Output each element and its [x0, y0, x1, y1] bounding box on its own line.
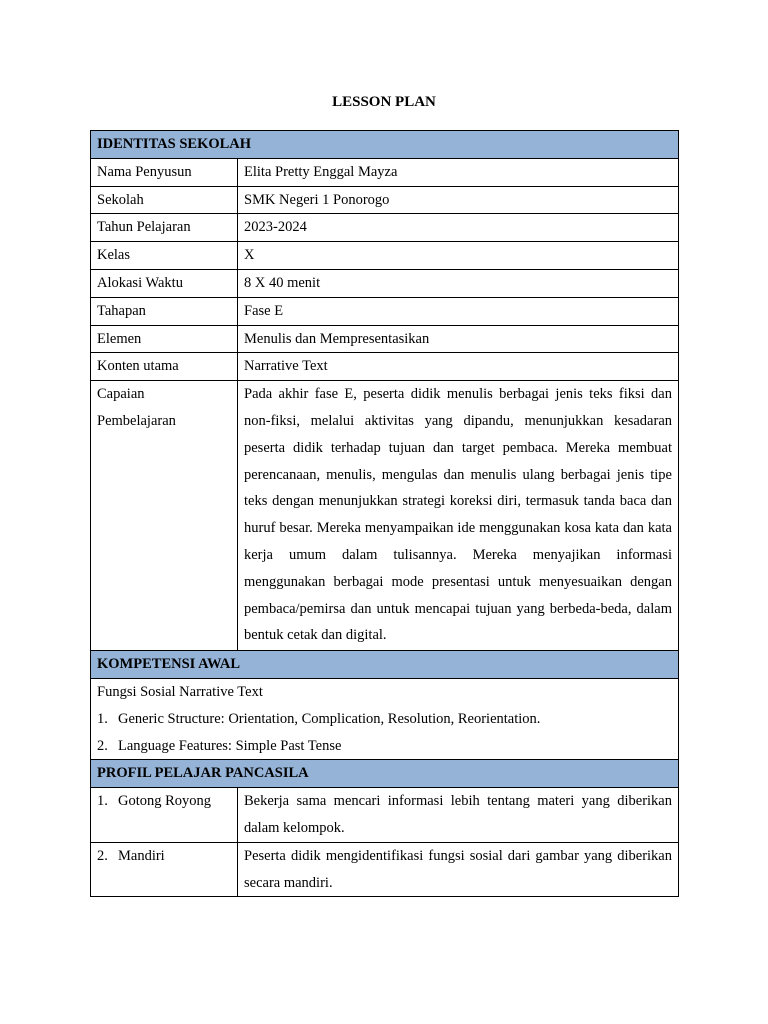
row-label: Nama Penyusun — [91, 158, 238, 186]
kompetensi-content — [91, 678, 679, 759]
list-number: 1. — [97, 710, 108, 727]
row-label: Elemen — [91, 325, 238, 353]
table-row — [91, 353, 679, 381]
table-row — [91, 269, 679, 297]
row-value: Bekerja sama mencari informasi lebih tentang materi yang diberikan dalam kelompok. — [238, 788, 679, 843]
list-number: 1. — [97, 793, 108, 810]
kompetensi-intro: Fungsi Sosial Narrative Text — [97, 683, 263, 700]
list-number: 2. — [97, 737, 108, 754]
row-value: Menulis dan Mempresentasikan — [238, 325, 679, 353]
table-row — [91, 158, 679, 186]
row-label: Alokasi Waktu — [91, 269, 238, 297]
row-value: Elita Pretty Enggal Mayza — [238, 158, 679, 186]
capaian-label: Capaian Pembelajaran — [91, 381, 238, 651]
row-value: 2023-2024 — [238, 214, 679, 242]
capaian-row — [91, 381, 679, 651]
row-label: Kelas — [91, 242, 238, 270]
row-value: Peserta didik mengidentifikasi fungsi sosial dari gambar yang diberikan secara mandiri. — [238, 842, 679, 897]
lesson-plan-table — [90, 130, 679, 897]
capaian-text: Pada akhir fase E, peserta didik menulis berbagai jenis teks fiksi dan non-fiksi, melalui aktivitas yang dipandu, menunjukkan kesadaran peserta didik terhadap tujuan dan target pembaca. Mereka membuat perencanaan, menulis, mengulas dan menulis ulang berbagai jenis tipe teks dengan menunjukkan strategi koreksi diri, termasuk tanda baca dan huruf besar. Mereka menyampaikan ide menggunakan kosa kata dan kata kerja umum dalam tulisannya. Mereka menyajikan informasi menggunakan berbagai mode presentasi untuk menyesuaikan dengan pembaca/pemirsa dan untuk mencapai tujuan yang berbeda-beda, dalam bentuk cetak dan digital. — [238, 381, 679, 651]
row-label: 1. Gotong Royong — [91, 788, 238, 843]
table-row — [91, 297, 679, 325]
row-value: Fase E — [238, 297, 679, 325]
row-label: Tahun Pelajaran — [91, 214, 238, 242]
table-row — [91, 186, 679, 214]
row-value: Narrative Text — [238, 353, 679, 381]
row-label: 2. Mandiri — [91, 842, 238, 897]
row-value: X — [238, 242, 679, 270]
list-item: 2. Language Features: Simple Past Tense — [97, 733, 672, 760]
row-label: Tahapan — [91, 297, 238, 325]
row-label: Konten utama — [91, 353, 238, 381]
table-row — [91, 788, 679, 843]
document-title: LESSON PLAN — [332, 94, 436, 110]
table-row — [91, 325, 679, 353]
section-header-identitas: IDENTITAS SEKOLAH — [91, 131, 679, 159]
table-row — [91, 214, 679, 242]
row-value: SMK Negeri 1 Ponorogo — [238, 186, 679, 214]
row-value: 8 X 40 menit — [238, 269, 679, 297]
list-number: 2. — [97, 847, 108, 864]
section-header-profil: PROFIL PELAJAR PANCASILA — [91, 760, 679, 788]
section-header-kompetensi: KOMPETENSI AWAL — [91, 651, 679, 679]
list-item: 1. Generic Structure: Orientation, Complication, Resolution, Reorientation. — [97, 706, 672, 733]
table-row — [91, 242, 679, 270]
row-label: Sekolah — [91, 186, 238, 214]
table-row — [91, 842, 679, 897]
